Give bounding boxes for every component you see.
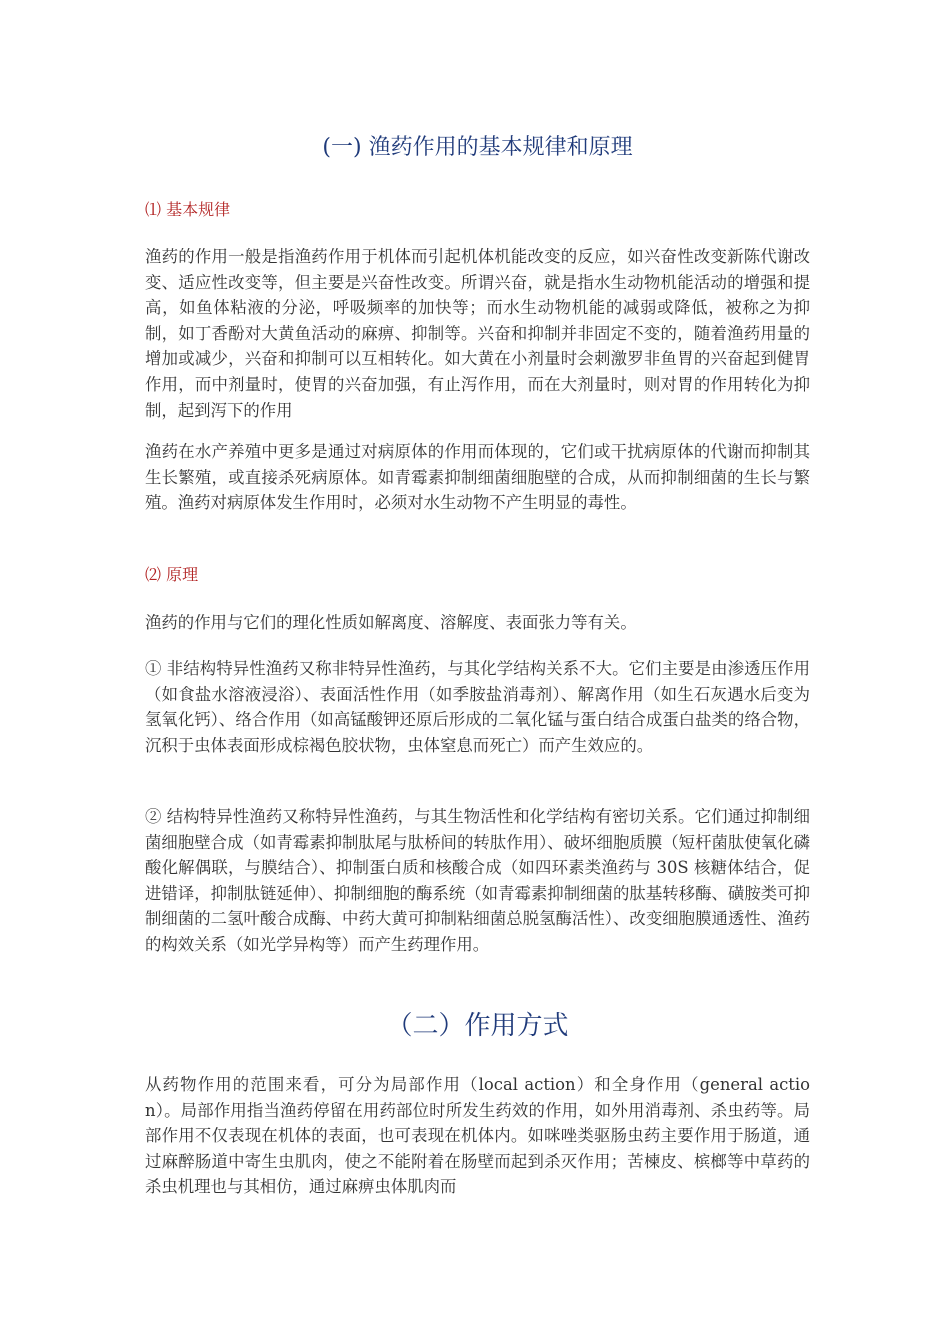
section-title-2: （二）作用方式 <box>386 1011 569 1041</box>
paragraph-action-mode: 从药物作用的范围来看，可分为局部作用（local action）和全身作用（general action）。局部作用指当渔药停留在用药部位时所发生药效的作用，如外用消毒剂、杀虫药等。局部作用不仅表现在机体的表面，也可表现在机体内。如咪唑类驱肠虫药主要作用于肠道，通过麻醉肠道中寄生虫肌肉，使之不能附着在肠壁而起到杀灭作用；苦楝皮、槟榔等中草药的杀虫机理也与其相仿，通过麻痹虫体肌肉而 <box>145 1075 810 1197</box>
section-title-1: (一) 渔药作用的基本规律和原理 <box>322 135 633 160</box>
paragraph-principle-intro: 渔药的作用与它们的理化性质如解离度、溶解度、表面张力等有关。 <box>145 613 637 632</box>
paragraph-basic-rules-2: 渔药在水产养殖中更多是通过对病原体的作用而体现的，它们或干扰病原体的代谢而抑制其生长繁殖，或直接杀死病原体。如青霉素抑制细菌细胞壁的合成，从而抑制细菌的生长与繁殖。渔药对病原体发生作用时，必须对水生动物不产生明显的毒性。 <box>145 442 810 513</box>
subheading-basic-rules: ⑴ 基本规律 <box>145 200 231 219</box>
subheading-principle: ⑵ 原理 <box>145 565 199 584</box>
paragraph-basic-rules-1: 渔药的作用一般是指渔药作用于机体而引起机体机能改变的反应，如兴奋性改变新陈代谢改变、适应性改变等，但主要是兴奋性改变。所谓兴奋，就是指水生动物机能活动的增强和提高，如鱼体粘液的分泌，呼吸频率的加快等；而水生动物机能的减弱或降低，被称之为抑制，如丁香酚对大黄鱼活动的麻痹、抑制等。兴奋和抑制并非固定不变的，随着渔药用量的增加或减少，兴奋和抑制可以互相转化。如大黄在小剂量时会刺激罗非鱼胃的兴奋起到健胃作用，而中剂量时，使胃的兴奋加强，有止泻作用，而在大剂量时，则对胃的作用转化为抑制，起到泻下的作用 <box>145 247 810 420</box>
paragraph-nonspecific-drugs: ① 非结构特异性渔药又称非特异性渔药，与其化学结构关系不大。它们主要是由渗透压作用（如食盐水溶液浸浴）、表面活性作用（如季胺盐消毒剂）、解离作用（如生石灰遇水后变为氢氧化钙）、络合作用（如高锰酸钾还原后形成的二氧化锰与蛋白结合成蛋白盐类的络合物，沉积于虫体表面形成棕褐色胶状物，虫体窒息而死亡）而产生效应的。 <box>145 659 810 755</box>
paragraph-specific-drugs: ② 结构特异性渔药又称特异性渔药，与其生物活性和化学结构有密切关系。它们通过抑制细菌细胞壁合成（如青霉素抑制肽尾与肽桥间的转肽作用）、破坏细胞质膜（短杆菌肽使氧化磷酸化解偶联，与膜结合）、抑制蛋白质和核酸合成（如四环素类渔药与 30S 核糖体结合，促进错译，抑制肽链延伸）、抑制细胞的酶系统（如青霉素抑制细菌的肽基转移酶、磺胺类可抑制细菌的二氢叶酸合成酶、中药大黄可抑制粘细菌总脱氢酶活性）、改变细胞膜通透性、渔药的构效关系（如光学异构等）而产生药理作用。 <box>145 807 810 954</box>
